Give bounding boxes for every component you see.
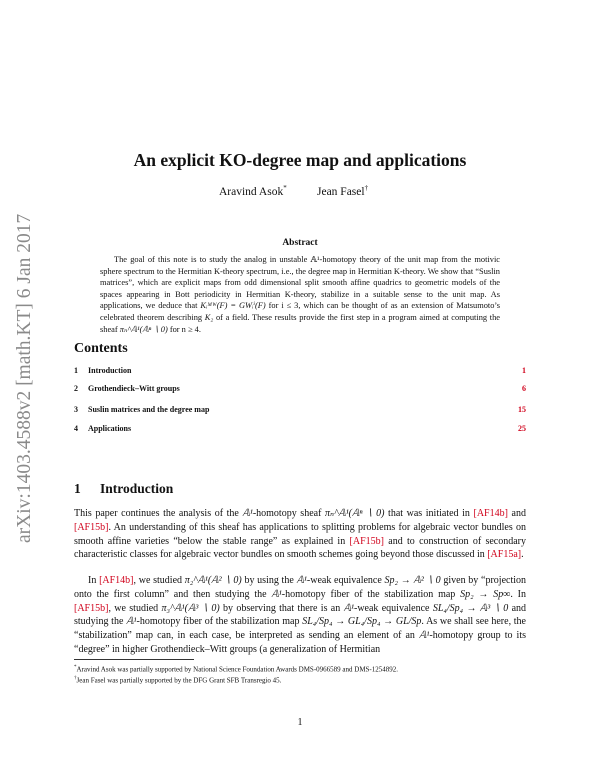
abstract-part: The goal of this note is to study the analog in unstable 𝔸¹-homotopy theory of the unit map from the motivic sphere spectrum to the Hermitian K-theory spectrum, i.e., the degree map in Hermitian K-theory. We show that “Suslin matrices”, which are explicit maps from odd dimensional split smooth affine quadrics to geometric models of the spaces appearing in Bott periodicity in Hermitian K-theory, stabilize in a suitable sense to the unit map. As applications, we deduce that: [100, 255, 500, 311]
arxiv-stamp-text: arXiv:1403.4588v2 [math.KT] 6 Jan 2017: [14, 213, 35, 543]
formula: πₙ^𝔸¹(𝔸ⁿ ∖ 0): [325, 508, 385, 519]
citation-link[interactable]: [AF15b]: [349, 535, 384, 547]
toc-number: 3: [74, 405, 78, 414]
footnote-text: Jean Fasel was partially supported by the DFG Grant SFB Transregio 45.: [76, 676, 282, 685]
toc-number: 1: [74, 366, 78, 375]
text: and to construction of secondary characteristic classes for algebraic vector bundles on smooth schemes going beyond those discussed in: [74, 535, 526, 561]
toc-title: Suslin matrices and the degree map: [88, 405, 210, 414]
formula: SL₄/Sp₄ → GL₄/Sp₄ → GL/Sp: [302, 616, 422, 628]
toc-number: 4: [74, 424, 78, 433]
toc-page-link[interactable]: 6: [522, 384, 526, 393]
toc-page-link[interactable]: 1: [522, 366, 526, 375]
citation-link[interactable]: [AF15b]: [74, 602, 109, 614]
text: . An understanding of this sheaf has applications to splitting problems for algebraic vector bundles on smooth affine varieties “below the stable range” as explained in: [74, 521, 526, 547]
abstract-part: for n ≥ 4.: [167, 324, 201, 334]
text: -homotopy fiber of the stabilization map: [281, 588, 461, 600]
text: , we studied: [133, 575, 185, 586]
text: and: [507, 508, 526, 519]
formula: SL₄/Sp₄ → 𝔸³ ∖ 0: [432, 602, 509, 614]
citation-link[interactable]: [AF15b]: [74, 521, 109, 533]
toc-entry[interactable]: [74, 366, 526, 377]
toc-title: Grothendieck–Witt groups: [88, 384, 180, 393]
toc-title: Applications: [88, 424, 132, 433]
author-fasel: [317, 184, 368, 198]
abstract-part: of a field. These results provide the first step in a program aimed at computing the sheaf: [100, 312, 500, 334]
abstract-text: [100, 254, 500, 335]
citation-link[interactable]: [AF14b]: [473, 508, 508, 519]
formula: Kᵢᴹᵂ(F) = GWᵢⁱ(F): [200, 301, 266, 311]
footnote-fasel: [74, 674, 526, 685]
formula: 𝔸¹: [418, 630, 430, 642]
author-asok: [219, 184, 287, 198]
text: and studying the: [74, 602, 527, 628]
text: This paper continues the analysis of the: [74, 508, 243, 519]
formula: 𝔸¹: [271, 588, 282, 600]
intro-paragraph-1: [74, 507, 526, 562]
text: -weak equivalence: [306, 575, 385, 586]
page-number: 1: [297, 717, 303, 728]
text: -homotopy sheaf: [252, 508, 325, 519]
text: -weak equivalence: [353, 602, 433, 614]
formula: 𝔸¹: [343, 602, 354, 614]
toc-page-link[interactable]: 15: [518, 405, 526, 414]
text: by using the: [241, 575, 297, 586]
section-heading: [74, 481, 173, 497]
text: . As we shall see here, the “stabilization” map can, in each case, be interpreted as sending an element of an: [74, 616, 526, 642]
footnote-text: Aravind Asok was partially supported by National Science Foundation Awards DMS-0966589 and DMS-1254892.: [76, 665, 399, 674]
formula: 𝔸¹: [296, 575, 307, 586]
text: In: [88, 575, 100, 586]
text: given by “projection onto the first column” and then studying the: [74, 575, 527, 600]
formula: πₙ^𝔸¹(𝔸ⁿ ∖ 0): [119, 324, 168, 334]
text: -homotopy group to its “degree” in higher Grothendieck–Witt groups (a generalization of Hermitian: [74, 630, 526, 655]
text: .: [521, 549, 524, 561]
formula: Sp₂ → 𝔸² ∖ 0: [384, 575, 441, 586]
footnote-divider: [74, 659, 194, 660]
text: by observing that there is an: [219, 602, 344, 614]
text: that was initiated in: [384, 508, 474, 519]
footnote-asok: [74, 663, 526, 674]
toc-page-link[interactable]: 25: [518, 424, 526, 433]
toc-number: 2: [74, 384, 78, 393]
section-title: Introduction: [100, 481, 174, 496]
toc-entry[interactable]: [74, 424, 526, 435]
formula: 𝔸¹: [126, 616, 137, 628]
formula: π₂^𝔸¹(𝔸² ∖ 0): [184, 575, 242, 586]
author-name: Jean Fasel: [317, 185, 365, 198]
citation-link[interactable]: [AF15a]: [487, 549, 522, 561]
section-number: 1: [74, 481, 81, 496]
intro-paragraph-2: [74, 574, 526, 657]
abstract-part: for i ≤ 3, which can be thought of as an extension of Matsumoto’s celebrated theorem describing: [100, 301, 500, 322]
author-footnote-mark: *: [283, 184, 287, 192]
abstract-heading: Abstract: [282, 238, 318, 248]
formula: K₂: [204, 312, 214, 322]
toc-entry[interactable]: [74, 384, 526, 395]
formula: π₃^𝔸¹(𝔸³ ∖ 0): [161, 602, 220, 614]
paper-title: An explicit KO-degree map and applications: [133, 150, 467, 170]
citation-link[interactable]: [AF14b]: [99, 575, 134, 586]
footnote-mark: †: [74, 676, 77, 681]
text: -homotopy fiber of the stabilization map: [136, 616, 303, 628]
text: . In: [510, 588, 527, 600]
author-name: Aravind Asok: [219, 185, 284, 198]
formula: 𝔸¹: [242, 508, 253, 519]
text: , we studied: [108, 602, 162, 614]
footnote-mark: *: [74, 665, 77, 670]
contents-heading: Contents: [74, 341, 128, 356]
author-footnote-mark: †: [364, 184, 369, 192]
toc-title: Introduction: [88, 366, 132, 375]
formula: Sp₂ → Sp∞: [460, 588, 511, 600]
toc-entry[interactable]: [74, 405, 526, 416]
